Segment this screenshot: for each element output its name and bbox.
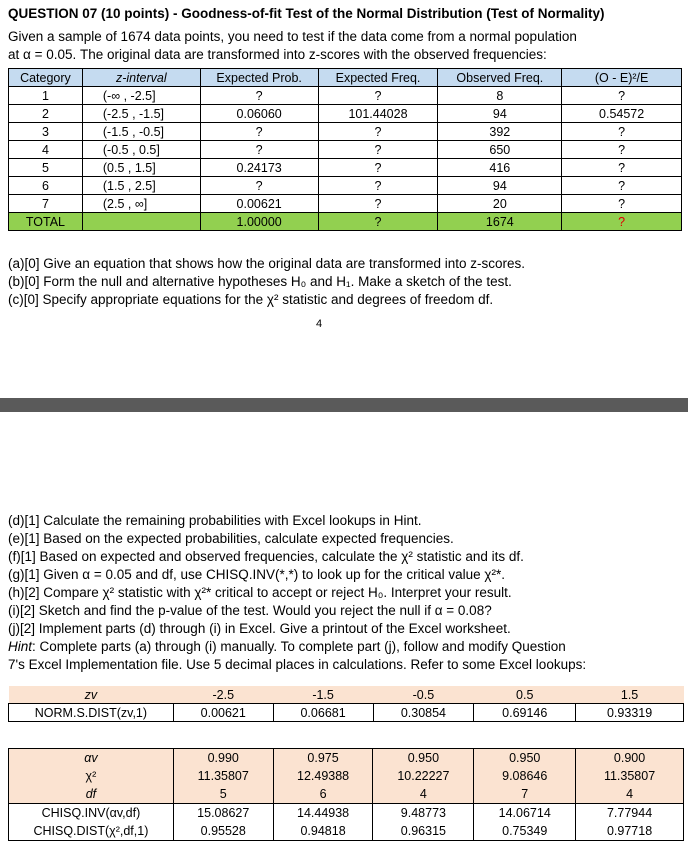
header-z-interval: z-interval — [82, 69, 200, 87]
chi-square-lookup-table — [8, 748, 684, 841]
part-i: (i)[2] Sketch and find the p-value of the test. Would you reject the null if α = 0.08? — [8, 603, 492, 618]
hint-label: Hint — [8, 639, 33, 654]
zv-value: -2.5 — [173, 686, 273, 704]
lookup-value: 6 — [273, 785, 373, 804]
norm-dist-row — [9, 704, 684, 722]
cell-expected-prob: 0.06060 — [200, 105, 318, 123]
intro-line-2: at α = 0.05. The original data are transformed into z-scores with the observed frequencies: — [8, 47, 547, 62]
part-a: (a)[0] Give an equation that shows how the original data are transformed into z-scores. — [8, 256, 526, 271]
total-chi-contribution: ? — [562, 213, 682, 231]
zv-value: 1.5 — [576, 686, 684, 704]
cell-chi-contribution: ? — [562, 123, 682, 141]
norm-dist-value: 0.93319 — [576, 704, 684, 722]
cell-observed-freq: 8 — [438, 87, 562, 105]
lookup-value: 0.975 — [273, 749, 373, 768]
part-e: (e)[1] Based on the expected probabilities, calculate expected frequencies. — [8, 531, 454, 546]
parts-list-page1 — [8, 255, 525, 309]
cell-z-interval: (0.5 , 1.5] — [82, 159, 200, 177]
hint-text-1: : Complete parts (a) through (i) manually. To complete part (j), follow and modify Question — [32, 639, 566, 654]
lookup-row-label: αv — [9, 749, 174, 768]
cell-observed-freq: 94 — [438, 177, 562, 195]
cell-observed-freq: 650 — [438, 141, 562, 159]
cell-category: 3 — [9, 123, 83, 141]
cell-z-interval: (1.5 , 2.5] — [82, 177, 200, 195]
cell-expected-prob: ? — [200, 177, 318, 195]
lookup-value: 0.96315 — [373, 822, 474, 841]
cell-chi-contribution: ? — [562, 159, 682, 177]
cell-category: 5 — [9, 159, 83, 177]
table-row — [9, 87, 682, 105]
lookup-value: 7 — [474, 785, 576, 804]
df-row — [9, 785, 684, 804]
cell-category: 4 — [9, 141, 83, 159]
zv-value: 0.5 — [474, 686, 576, 704]
parts-list-page2 — [8, 512, 586, 674]
header-category: Category — [9, 69, 83, 87]
cell-category: 7 — [9, 195, 83, 213]
lookup-value: 0.94818 — [273, 822, 373, 841]
part-d: (d)[1] Calculate the remaining probabilities with Excel lookups in Hint. — [8, 513, 422, 528]
cell-observed-freq: 416 — [438, 159, 562, 177]
lookup-row-label: χ² — [9, 767, 174, 785]
header-expected-prob: Expected Prob. — [200, 69, 318, 87]
part-j: (j)[2] Implement parts (d) through (i) in Excel. Give a printout of the Excel worksheet. — [8, 621, 511, 636]
lookup-value: 0.900 — [576, 749, 684, 768]
cell-expected-freq: ? — [318, 177, 438, 195]
chisq-dist-row — [9, 822, 684, 841]
page-1 — [0, 0, 688, 398]
cell-category: 2 — [9, 105, 83, 123]
zv-header-row — [9, 686, 684, 704]
total-label: TOTAL — [9, 213, 83, 231]
cell-expected-freq: ? — [318, 141, 438, 159]
cell-chi-contribution: 0.54572 — [562, 105, 682, 123]
alpha-row — [9, 749, 684, 768]
table-total-row — [9, 213, 682, 231]
lookup-row-label: df — [9, 785, 174, 804]
norm-dist-value: 0.30854 — [373, 704, 474, 722]
total-expected-freq: ? — [318, 213, 438, 231]
lookup-value: 5 — [173, 785, 273, 804]
table-row — [9, 177, 682, 195]
zv-label: zv — [9, 686, 174, 704]
cell-expected-prob: 0.24173 — [200, 159, 318, 177]
lookup-row-label: CHISQ.DIST(χ²,df,1) — [9, 822, 174, 841]
cell-expected-prob: ? — [200, 87, 318, 105]
cell-z-interval: (2.5 , ∞] — [82, 195, 200, 213]
cell-category: 6 — [9, 177, 83, 195]
zv-value: -1.5 — [273, 686, 373, 704]
page-number: 4 — [316, 318, 323, 330]
cell-chi-contribution: ? — [562, 195, 682, 213]
total-expected-prob: 1.00000 — [200, 213, 318, 231]
norm-dist-value: 0.69146 — [474, 704, 576, 722]
norm-dist-label: NORM.S.DIST(zv,1) — [9, 704, 174, 722]
page-2 — [0, 412, 688, 865]
norm-dist-value: 0.00621 — [173, 704, 273, 722]
lookup-value: 4 — [373, 785, 474, 804]
hint-line-1 — [8, 638, 586, 656]
frequency-table — [8, 68, 682, 231]
cell-expected-freq: ? — [318, 159, 438, 177]
zv-value: -0.5 — [373, 686, 474, 704]
cell-observed-freq: 392 — [438, 123, 562, 141]
cell-z-interval: (-∞ , -2.5] — [82, 87, 200, 105]
header-expected-freq: Expected Freq. — [318, 69, 438, 87]
lookup-value: 12.49388 — [273, 767, 373, 785]
chi-square-row — [9, 767, 684, 785]
cell-chi-contribution: ? — [562, 141, 682, 159]
lookup-value: 0.95528 — [173, 822, 273, 841]
cell-expected-prob: 0.00621 — [200, 195, 318, 213]
lookup-value: 10.22227 — [373, 767, 474, 785]
table-row — [9, 195, 682, 213]
cell-expected-freq: ? — [318, 195, 438, 213]
lookup-value: 0.950 — [474, 749, 576, 768]
cell-expected-prob: ? — [200, 141, 318, 159]
lookup-value: 14.06714 — [474, 804, 576, 823]
normal-lookup-table — [8, 686, 684, 722]
cell-z-interval: (-2.5 , -1.5] — [82, 105, 200, 123]
cell-observed-freq: 94 — [438, 105, 562, 123]
lookup-value: 14.44938 — [273, 804, 373, 823]
lookup-row-label: CHISQ.INV(αv,df) — [9, 804, 174, 823]
cell-chi-contribution: ? — [562, 177, 682, 195]
lookup-value: 4 — [576, 785, 684, 804]
total-blank — [82, 213, 200, 231]
cell-expected-prob: ? — [200, 123, 318, 141]
cell-z-interval: (-0.5 , 0.5] — [82, 141, 200, 159]
total-observed-freq: 1674 — [438, 213, 562, 231]
hint-line-2: 7's Excel Implementation file. Use 5 decimal places in calculations. Refer to some Excel lookups: — [8, 657, 587, 672]
chisq-inv-row — [9, 804, 684, 823]
lookup-value: 0.75349 — [474, 822, 576, 841]
part-h: (h)[2] Compare χ² statistic with χ²* critical to accept or reject H₀. Interpret your result. — [8, 585, 512, 600]
table-row — [9, 105, 682, 123]
lookup-value: 11.35807 — [173, 767, 273, 785]
cell-z-interval: (-1.5 , -0.5] — [82, 123, 200, 141]
cell-expected-freq: ? — [318, 87, 438, 105]
table-row — [9, 141, 682, 159]
table-header-row — [9, 69, 682, 87]
lookup-value: 11.35807 — [576, 767, 684, 785]
part-f: (f)[1] Based on expected and observed frequencies, calculate the χ² statistic and its df. — [8, 549, 524, 564]
cell-observed-freq: 20 — [438, 195, 562, 213]
cell-expected-freq: 101.44028 — [318, 105, 438, 123]
cell-chi-contribution: ? — [562, 87, 682, 105]
cell-category: 1 — [9, 87, 83, 105]
page-divider — [0, 398, 688, 412]
part-c: (c)[0] Specify appropriate equations for the χ² statistic and degrees of freedom df. — [8, 292, 494, 307]
lookup-value: 9.48773 — [373, 804, 474, 823]
part-g: (g)[1] Given α = 0.05 and df, use CHISQ.INV(*,*) to look up for the critical value χ²*. — [8, 567, 505, 582]
lookup-value: 0.950 — [373, 749, 474, 768]
intro-line-1: Given a sample of 1674 data points, you need to test if the data come from a normal population — [8, 29, 577, 44]
header-observed-freq: Observed Freq. — [438, 69, 562, 87]
norm-dist-value: 0.06681 — [273, 704, 373, 722]
question-title: QUESTION 07 (10 points) - Goodness-of-fit Test of the Normal Distribution (Test of Normality) — [8, 6, 605, 21]
lookup-value: 15.08627 — [173, 804, 273, 823]
lookup-value: 0.97718 — [576, 822, 684, 841]
header-chi-contribution: (O - E)²/E — [562, 69, 682, 87]
lookup-value: 7.77944 — [576, 804, 684, 823]
cell-expected-freq: ? — [318, 123, 438, 141]
part-b: (b)[0] Form the null and alternative hypotheses H₀ and H₁. Make a sketch of the test. — [8, 274, 512, 289]
table-row — [9, 159, 682, 177]
lookup-value: 9.08646 — [474, 767, 576, 785]
lookup-value: 0.990 — [173, 749, 273, 768]
table-row — [9, 123, 682, 141]
